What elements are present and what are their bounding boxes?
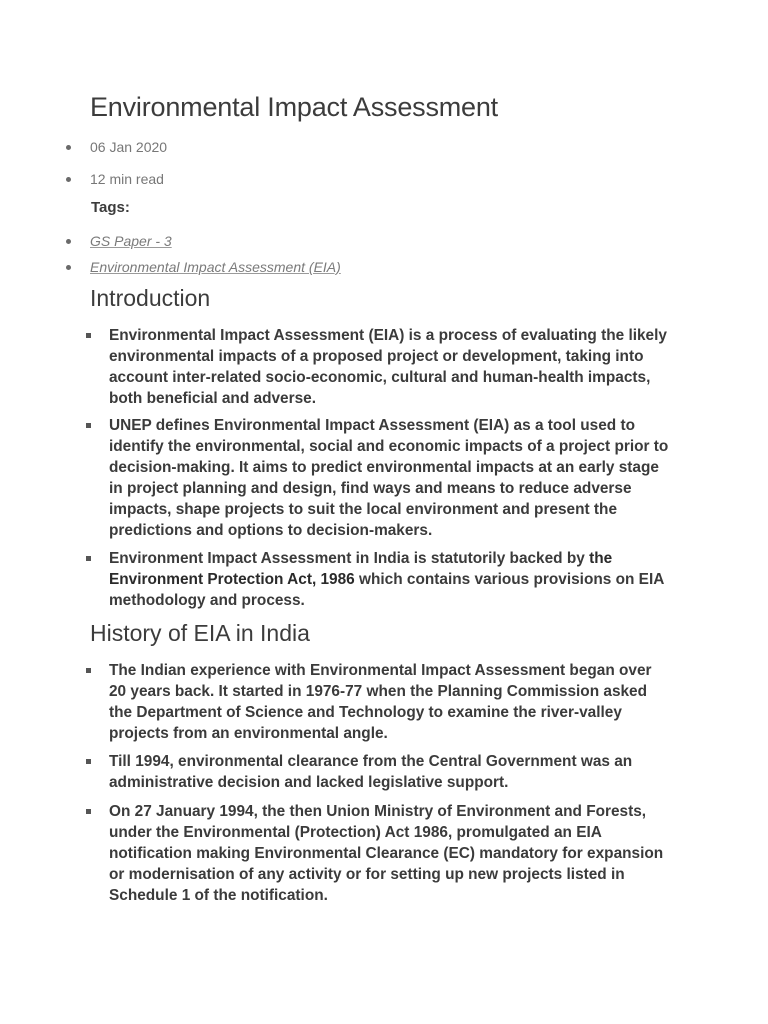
- text-segment: Environment Impact Assessment in India is statutorily backed by: [109, 550, 590, 567]
- read-time: 12 min read: [90, 171, 164, 187]
- bullet-square-icon: [86, 759, 91, 764]
- text-segment: which contains various provisions on EIA methodology and process.: [109, 571, 664, 609]
- list-item-text: Environmental Impact Assessment (EIA) is a process of evaluating the likely environmental impacts of a proposed project or development, taking into account inter-related socio-economic, cultural and human-health impacts, both beneficial and adverse.: [109, 327, 667, 407]
- publish-date: 06 Jan 2020: [90, 139, 168, 155]
- list-item-text: UNEP defines Environmental Impact Assessment (EIA) as a tool used to identify the environmental, social and economic impacts of a project prior to decision-making. It aims to predict environmental impacts at an early stage in project planning and design, find ways and means to reduce adverse impacts, shape projects to suit the local environment and present the predictions and options to decision-makers.: [109, 417, 669, 539]
- bullet-dot-icon: [66, 177, 71, 182]
- tags-label: Tags:: [91, 199, 130, 216]
- bullet-square-icon: [86, 333, 91, 338]
- list-item: [86, 660, 672, 744]
- bullet-square-icon: [86, 556, 91, 561]
- section-heading-introduction: Introduction: [90, 285, 211, 311]
- list-item-text: [109, 548, 672, 611]
- tag-link-eia[interactable]: Environmental Impact Assessment (EIA): [90, 259, 341, 275]
- section-heading-history: History of EIA in India: [90, 620, 310, 646]
- list-item: [86, 415, 672, 541]
- bullet-square-icon: [86, 809, 91, 814]
- list-item: [86, 801, 672, 906]
- bullet-dot-icon: [66, 145, 71, 150]
- bullet-square-icon: [86, 423, 91, 428]
- list-item: [86, 548, 672, 611]
- list-item: [86, 751, 672, 793]
- tag-link-gs-paper-3[interactable]: GS Paper - 3: [90, 233, 172, 249]
- article-title: Environmental Impact Assessment: [90, 92, 498, 122]
- bullet-dot-icon: [66, 239, 71, 244]
- list-item: [86, 325, 672, 409]
- bullet-square-icon: [86, 668, 91, 673]
- list-item-text: Till 1994, environmental clearance from the Central Government was an administrative decision and lacked legislative support.: [109, 753, 633, 791]
- bullet-dot-icon: [66, 265, 71, 270]
- act-reference: the Environment Protection Act, 1986: [109, 550, 613, 588]
- list-item-text: The Indian experience with Environmental Impact Assessment began over 20 years back. It started in 1976-77 when the Planning Commission asked the Department of Science and Technology to examine the river-valley projects from an environmental angle.: [109, 662, 652, 742]
- list-item-text: On 27 January 1994, the then Union Ministry of Environment and Forests, under the Environmental (Protection) Act 1986, promulgated an EIA notification making Environmental Clearance (EC) mandatory for expansion or modernisation of any activity or for setting up new projects listed in Schedule 1 of the notification.: [109, 803, 664, 904]
